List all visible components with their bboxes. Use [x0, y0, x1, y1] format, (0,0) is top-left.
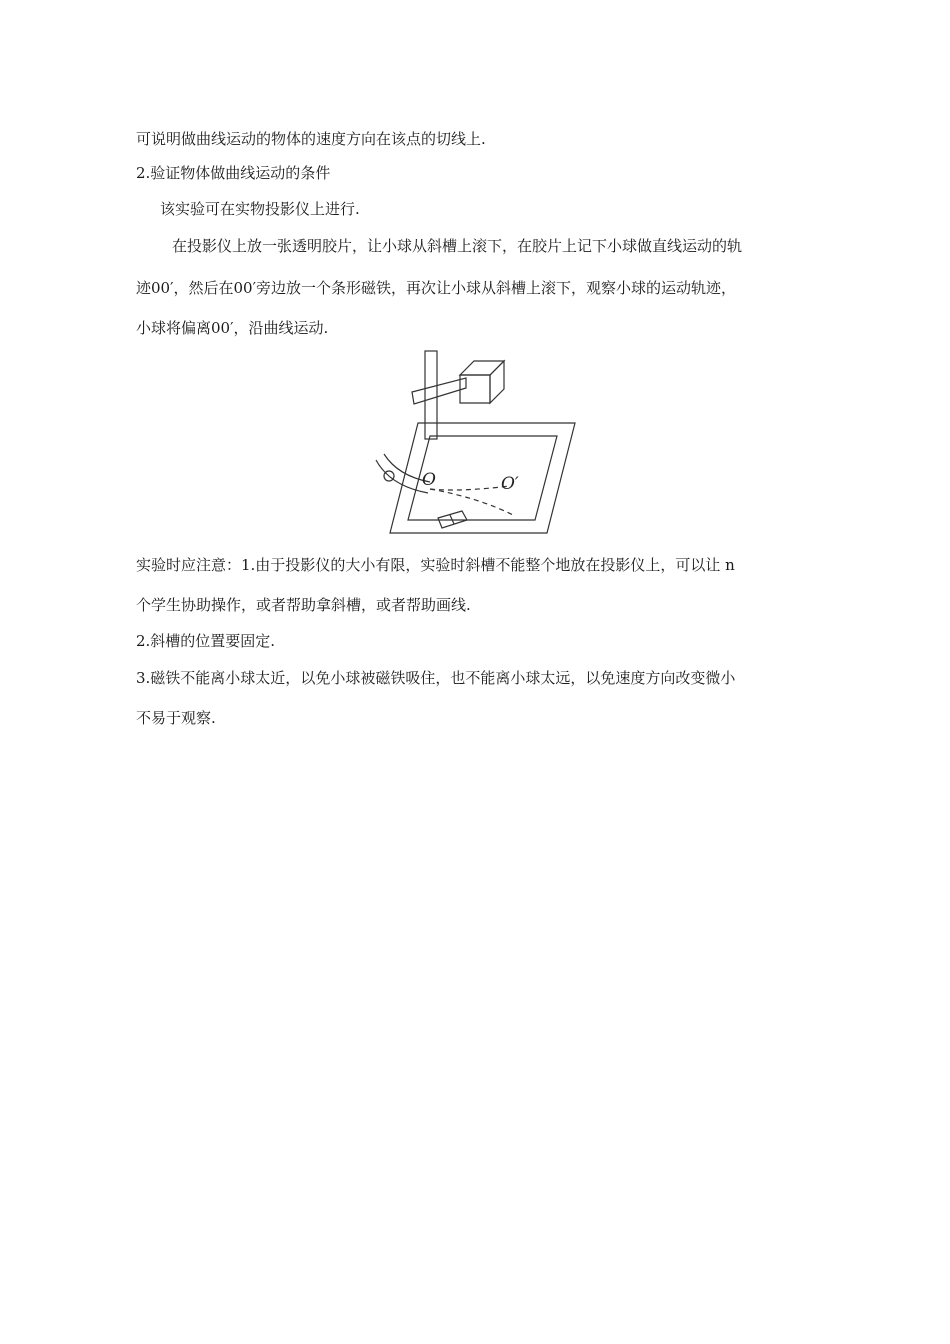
projector-experiment-figure: [370, 348, 580, 538]
label-o: O: [422, 470, 436, 490]
projector-post: [425, 351, 437, 439]
projector-arm: [412, 378, 466, 404]
notes-line-1: 实验时应注意：1.由于投影仪的大小有限，实验时斜槽不能整个地放在投影仪上，可以让 n: [136, 556, 735, 574]
notes-line-3: 2.斜槽的位置要固定.: [136, 632, 276, 650]
section-heading-2: 2.验证物体做曲线运动的条件: [136, 164, 331, 182]
text-line-5: 迹00′，然后在00′旁边放一个条形磁铁，再次让小球从斜槽上滚下，观察小球的运动轨迹，: [136, 279, 736, 297]
text-line-4: 在投影仪上放一张透明胶片，让小球从斜槽上滚下，在胶片上记下小球做直线运动的轨: [172, 237, 743, 255]
notes-line-2: 个学生协助操作，或者帮助拿斜槽，或者帮助画线.: [136, 596, 471, 614]
text-line-1: 可说明做曲线运动的物体的速度方向在该点的切线上.: [136, 130, 486, 148]
notes-line-5: 不易于观察.: [136, 709, 216, 727]
text-line-6: 小球将偏离00′，沿曲线运动.: [136, 319, 329, 337]
text-line-3: 该实验可在实物投影仪上进行.: [160, 200, 360, 218]
projector-outer-frame: [390, 423, 575, 533]
camera-box-side: [490, 361, 504, 403]
label-o-prime: O′: [501, 474, 519, 494]
notes-line-4: 3.磁铁不能离小球太近，以免小球被磁铁吸住，也不能离小球太远，以免速度方向改变微小: [136, 669, 736, 687]
trajectory-straight: [430, 486, 510, 490]
